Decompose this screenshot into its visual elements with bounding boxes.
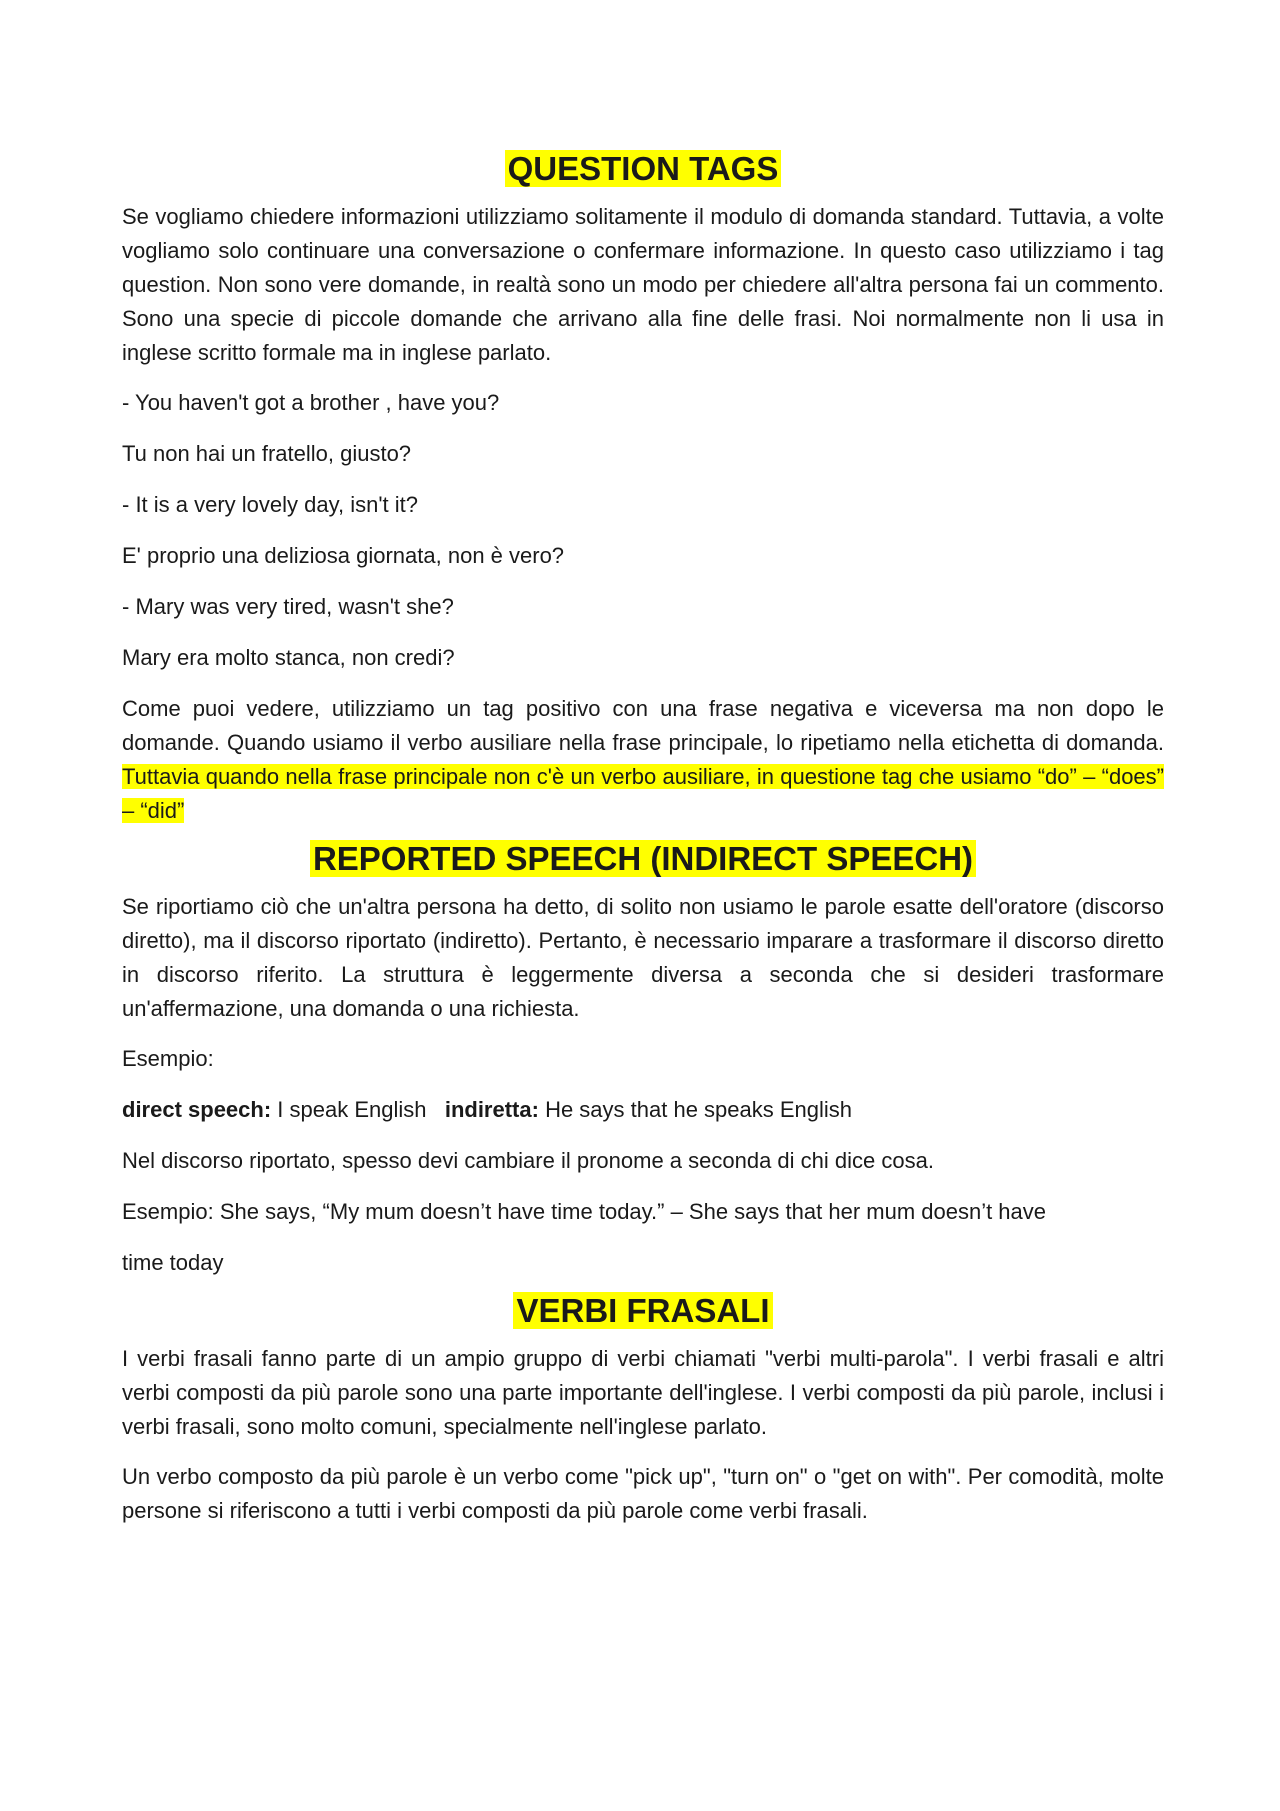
direct-indirect-example — [122, 1093, 1164, 1127]
question-tags-outro — [122, 692, 1164, 828]
example-line-1: - You haven't got a brother , have you? — [122, 390, 500, 415]
example-line-2: Tu non hai un fratello, giusto? — [122, 441, 412, 466]
verbi-frasali-para-2: Un verbo composto da più parole è un verbo come "pick up", "turn on" o "get on with". Per comodità, molte persone si riferiscono a tutti i verbi composti da più parole come verbi frasali. — [122, 1464, 1164, 1523]
direct-speech-label: direct speech: — [122, 1097, 272, 1122]
verbi-frasali-para-1: I verbi frasali fanno parte di un ampio gruppo di verbi chiamati "verbi multi-parola". I verbi frasali e altri verbi composti da più parole sono una parte importante dell'inglese. I verbi composti da più parole, inclusi i verbi frasali, sono molto comuni, specialmente nell'inglese parlato. — [122, 1346, 1164, 1439]
heading-verbi-frasali — [122, 1292, 1164, 1330]
indirect-speech-text: He says that he speaks English — [538, 1097, 853, 1122]
question-tags-outro-plain: Come puoi vedere, utilizziamo un tag positivo con una frase negativa e viceversa ma non dopo le domande. Quando usiamo il verbo ausiliare nella frase principale, lo ripetiamo nella etichetta di domanda. — [122, 696, 1164, 755]
direct-speech-text: I speak English — [271, 1097, 427, 1122]
pronoun-note: Nel discorso riportato, spesso devi cambiare il pronome a seconda di chi dice cosa. — [122, 1148, 934, 1173]
example-line-5: - Mary was very tired, wasn't she? — [122, 594, 454, 619]
heading-reported-speech — [122, 840, 1164, 878]
example2-line-2: time today — [122, 1250, 224, 1275]
indirect-speech-label: indiretta: — [444, 1097, 539, 1122]
heading-question-tags — [122, 150, 1164, 188]
reported-speech-intro: Se riportiamo ciò che un'altra persona ha detto, di solito non usiamo le parole esatte dell'oratore (discorso diretto), ma il discorso riportato (indiretto). Pertanto, è necessario imparare a trasformare il discorso diretto in discorso riferito. La struttura è leggermente diversa a seconda che si desideri trasformare un'affermazione, una domanda o una richiesta. — [122, 894, 1164, 1021]
heading-question-tags-text: QUESTION TAGS — [505, 150, 782, 187]
example-line-6: Mary era molto stanca, non credi? — [122, 645, 455, 670]
example-label: Esempio: — [122, 1046, 214, 1071]
heading-reported-speech-text: REPORTED SPEECH (INDIRECT SPEECH) — [310, 840, 976, 877]
document-page — [122, 150, 1164, 1528]
example2-line-1: Esempio: She says, “My mum doesn’t have time today.” – She says that her mum doesn’t have — [122, 1199, 1047, 1224]
example-line-3: - It is a very lovely day, isn't it? — [122, 492, 419, 517]
example-line-4: E' proprio una deliziosa giornata, non è vero? — [122, 543, 565, 568]
question-tags-intro: Se vogliamo chiedere informazioni utilizziamo solitamente il modulo di domanda standard. Tuttavia, a volte vogliamo solo continuare una conversazione o confermare informazione. In questo caso utilizziamo i tag question. Non sono vere domande, in realtà sono un modo per chiedere all'altra persona fai un commento. Sono una specie di piccole domande che arrivano alla fine delle frasi. Noi normalmente non li usa in inglese scritto formale ma in inglese parlato. — [122, 204, 1164, 365]
question-tags-outro-highlight: Tuttavia quando nella frase principale non c'è un verbo ausiliare, in questione tag che usiamo “do” – “does” – “did” — [122, 764, 1164, 823]
heading-verbi-frasali-text: VERBI FRASALI — [513, 1292, 772, 1329]
